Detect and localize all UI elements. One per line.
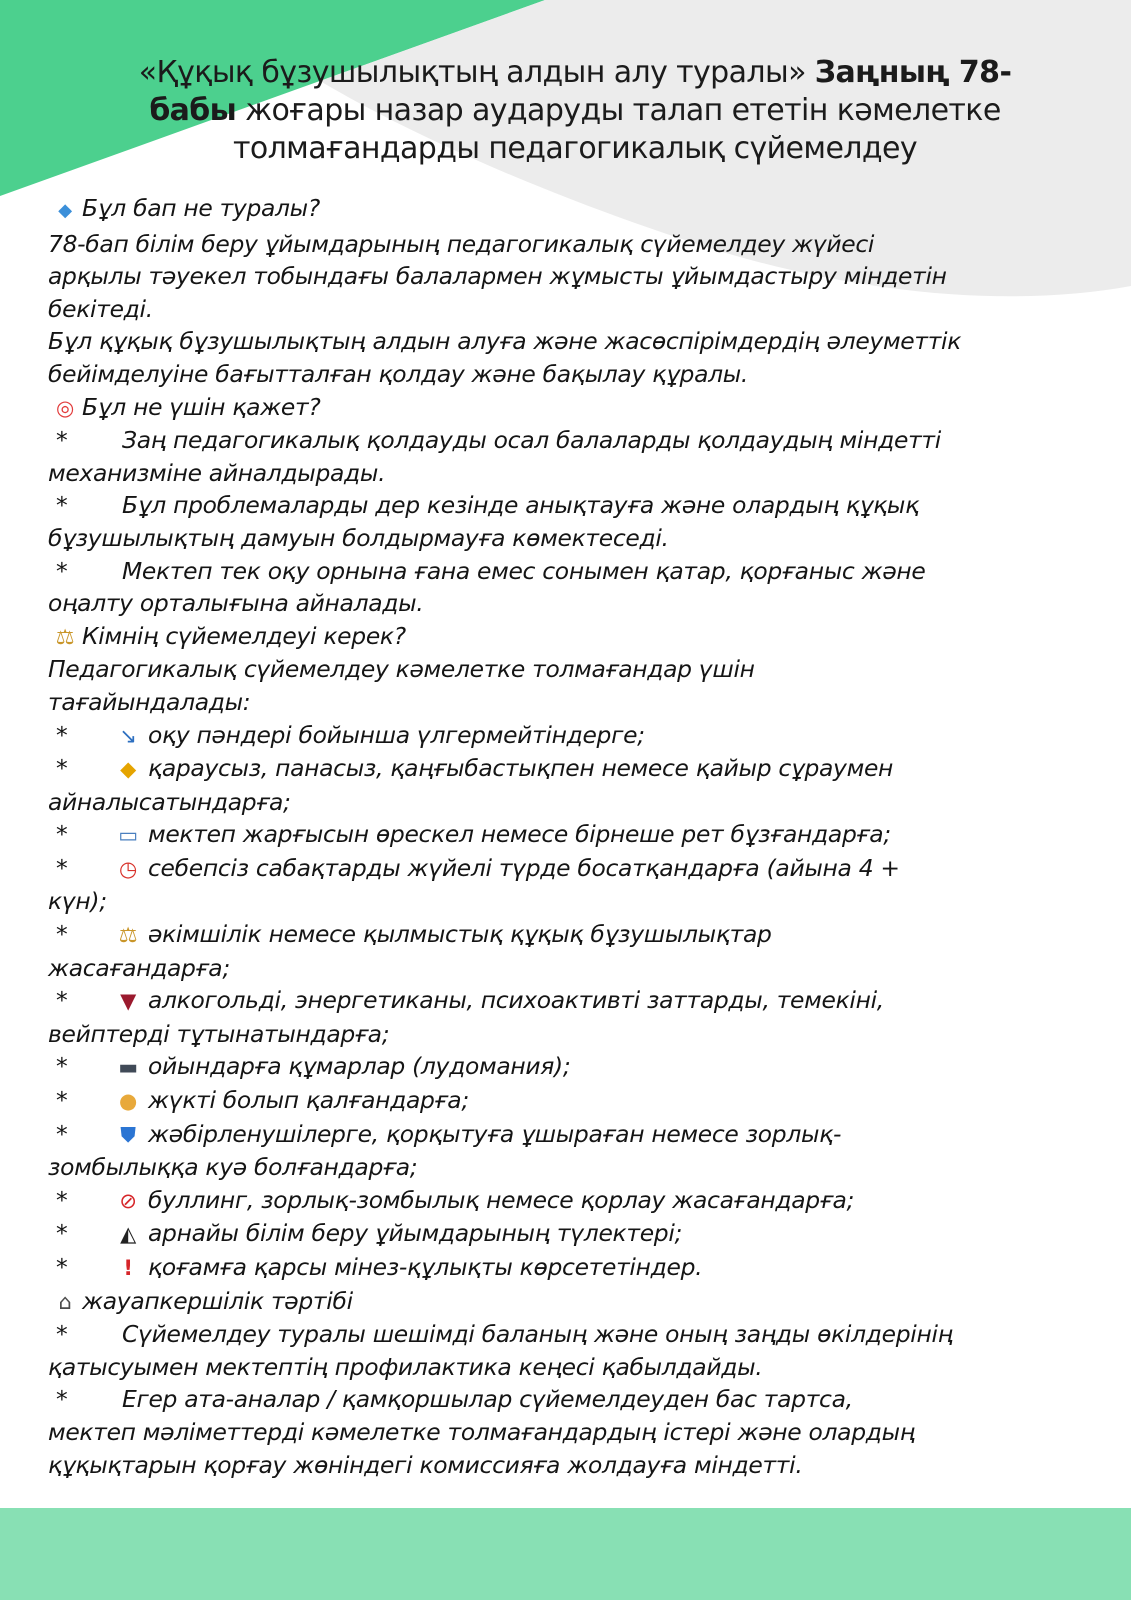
bullet-marker: *: [56, 426, 68, 455]
chart-decreasing-icon: ↘: [119, 723, 137, 748]
scales-icon: ⚖: [118, 923, 138, 948]
alarm-clock-icon: ◷: [118, 856, 138, 881]
list-item: [48, 1383, 1098, 1416]
heading-text: Кімнің сүйемелдеуі керек?: [82, 621, 406, 650]
list-item-continuation: айналысатындарға;: [48, 787, 291, 816]
graduation-cap-icon: ◭: [120, 1222, 136, 1247]
list-item: [48, 752, 1098, 786]
diamond-icon: ◆: [58, 200, 72, 221]
page-title: [60, 54, 1090, 168]
list-item-continuation: жасағандарға;: [48, 953, 230, 982]
list-item: [48, 1184, 1098, 1218]
title-bold-1: Заңның 78-: [814, 55, 1012, 90]
paragraph-line: 78-бап білім беру ұйымдарының педагогикалық сүйемелдеу жүйесі: [48, 229, 875, 258]
footer-band: [0, 1508, 1131, 1600]
section-heading-who: [48, 620, 1098, 654]
children-crossing-icon: ◆: [120, 757, 136, 782]
list-item-text: Сүйемелдеу туралы шешімді баланың және оның заңды өкілдерінің: [122, 1320, 953, 1349]
section-heading-responsibility: [48, 1285, 1098, 1319]
list-item-text: алкогольді, энергетиканы, психоактивті заттарды, темекіні,: [148, 986, 884, 1015]
list-item-text: Заң педагогикалық қолдауды осал балаларды қолдаудың міндетті: [122, 426, 941, 455]
open-book-icon: ▭: [118, 823, 138, 848]
list-item-text: әкімшілік немесе қылмыстық құқық бұзушылықтар: [148, 920, 772, 949]
bullet-marker: *: [56, 1052, 68, 1081]
bullet-marker: *: [56, 556, 68, 585]
bullet-marker: *: [56, 1185, 68, 1214]
section-heading-why: [48, 391, 1098, 425]
heading-text: Бұл не үшін қажет?: [82, 392, 321, 421]
list-item: [48, 424, 1098, 457]
list-item-text: мектеп жарғысын өрескел немесе бірнеше рет бұзғандарға;: [148, 820, 891, 849]
list-item-text: жүкті болып қалғандарға;: [148, 1086, 469, 1115]
paragraph-line: Бұл құқық бұзушылықтың алдын алуға және жасөспірімдердің әлеуметтік: [48, 327, 962, 356]
list-item: [48, 1118, 1098, 1152]
bullet-marker: *: [56, 1219, 68, 1248]
document-body: [48, 192, 1098, 1481]
list-item: [48, 1084, 1098, 1118]
list-item: [48, 719, 1098, 753]
game-controller-icon: ▬: [118, 1055, 138, 1080]
paragraph-line: Педагогикалық сүйемелдеу кәмелетке толмағандар үшін: [48, 655, 755, 684]
list-item-text: ойындарға құмарлар (лудомания);: [148, 1052, 571, 1081]
list-item-continuation: оңалту орталығына айналады.: [48, 589, 424, 618]
list-item-text: Егер ата-аналар / қамқоршылар сүйемелдеуден бас тартса,: [122, 1385, 853, 1414]
list-item-text: буллинг, зорлық-зомбылық немесе қорлау жасағандарға;: [148, 1185, 855, 1214]
paragraph-line: бекітеді.: [48, 294, 153, 323]
list-item-continuation: механизміне айналдырады.: [48, 458, 386, 487]
list-item: [48, 1318, 1098, 1351]
list-item-text: жәбірленушілерге, қорқытуға ұшыраған немесе зорлық-: [148, 1119, 842, 1148]
bullet-marker: *: [56, 1385, 68, 1414]
list-item: [48, 1217, 1098, 1251]
wine-glass-icon: ▼: [120, 989, 136, 1014]
bullet-marker: *: [56, 820, 68, 849]
heading-text: жауапкершілік тәртібі: [82, 1286, 353, 1315]
bullet-marker: *: [56, 1119, 68, 1148]
list-item: [48, 818, 1098, 852]
paragraph-line: бейімделуіне бағытталған қолдау және бақылау құралы.: [48, 359, 749, 388]
list-item: [48, 852, 1098, 886]
bullet-marker: *: [56, 754, 68, 783]
list-item-text: себепсіз сабақтарды жүйелі түрде босатқандарға (айына 4 +: [148, 853, 900, 882]
bullet-marker: *: [56, 1086, 68, 1115]
bullet-marker: *: [56, 920, 68, 949]
list-item-continuation: зомбылыққа куә болғандарға;: [48, 1153, 418, 1182]
list-item-continuation: қатысуымен мектептің профилактика кеңесі қабылдайды.: [48, 1352, 763, 1381]
list-item: [48, 1251, 1098, 1285]
list-item-text: Мектеп тек оқу орнына ғана емес сонымен қатар, қорғаныс және: [122, 556, 926, 585]
list-item-text: оқу пәндері бойынша үлгермейтіндерге;: [148, 720, 645, 749]
shield-icon: ⛊: [120, 1122, 136, 1147]
woman-icon: ●: [118, 1089, 138, 1114]
title-bold-2: бабы: [149, 93, 237, 128]
exclamation-icon: !: [123, 1256, 133, 1280]
paragraph-line: арқылы тәуекел тобындағы балалармен жұмысты ұйымдастыру міндетін: [48, 262, 947, 291]
paragraph-line: тағайындалады:: [48, 687, 251, 716]
list-item: [48, 489, 1098, 522]
heading-text: Бұл бап не туралы?: [82, 194, 320, 222]
title-part-3: толмағандарды педагогикалық сүйемелдеу: [232, 131, 918, 166]
list-item-continuation: күн);: [48, 887, 107, 916]
list-item-text: арнайы білім беру ұйымдарының түлектері;: [148, 1219, 683, 1248]
title-part-1: «Құқық бұзушылықтың алдын алу туралы»: [138, 55, 815, 90]
prohibited-icon: ⊘: [119, 1188, 137, 1213]
list-item-text: қараусыз, панасыз, қаңғыбастықпен немесе қайыр сұраумен: [148, 754, 894, 783]
list-item-continuation: бұзушылықтың дамуын болдырмауға көмектеседі.: [48, 523, 669, 552]
list-item-text: Бұл проблемаларды дер кезінде анықтауға және олардың құқық: [122, 491, 919, 520]
list-item: [48, 555, 1098, 588]
bullet-marker: *: [56, 1253, 68, 1281]
list-item-text: қоғамға қарсы мінез-құлықты көрсететіндер.: [148, 1253, 703, 1281]
bullet-marker: *: [56, 986, 68, 1015]
target-icon: ◎: [55, 395, 75, 420]
scales-icon: ⚖: [55, 624, 75, 649]
bank-building-icon: ⌂: [58, 1289, 72, 1314]
title-part-2: жоғары назар аударуды талап ететін кәмелетке: [236, 93, 1001, 128]
bullet-marker: *: [56, 720, 68, 749]
bullet-marker: *: [56, 853, 68, 882]
list-item-continuation: мектеп мәліметтерді кәмелетке толмағандардың істері және олардың: [48, 1417, 915, 1446]
list-item: [48, 1050, 1098, 1084]
list-item-continuation: құқықтарын қорғау жөніндегі комиссияға жолдауға міндетті.: [48, 1450, 803, 1479]
section-heading-about: [48, 192, 1098, 228]
list-item: [48, 918, 1098, 952]
list-item: [48, 984, 1098, 1018]
bullet-marker: *: [56, 491, 68, 520]
list-item-continuation: вейптерді тұтынатындарға;: [48, 1019, 390, 1048]
bullet-marker: *: [56, 1320, 68, 1349]
